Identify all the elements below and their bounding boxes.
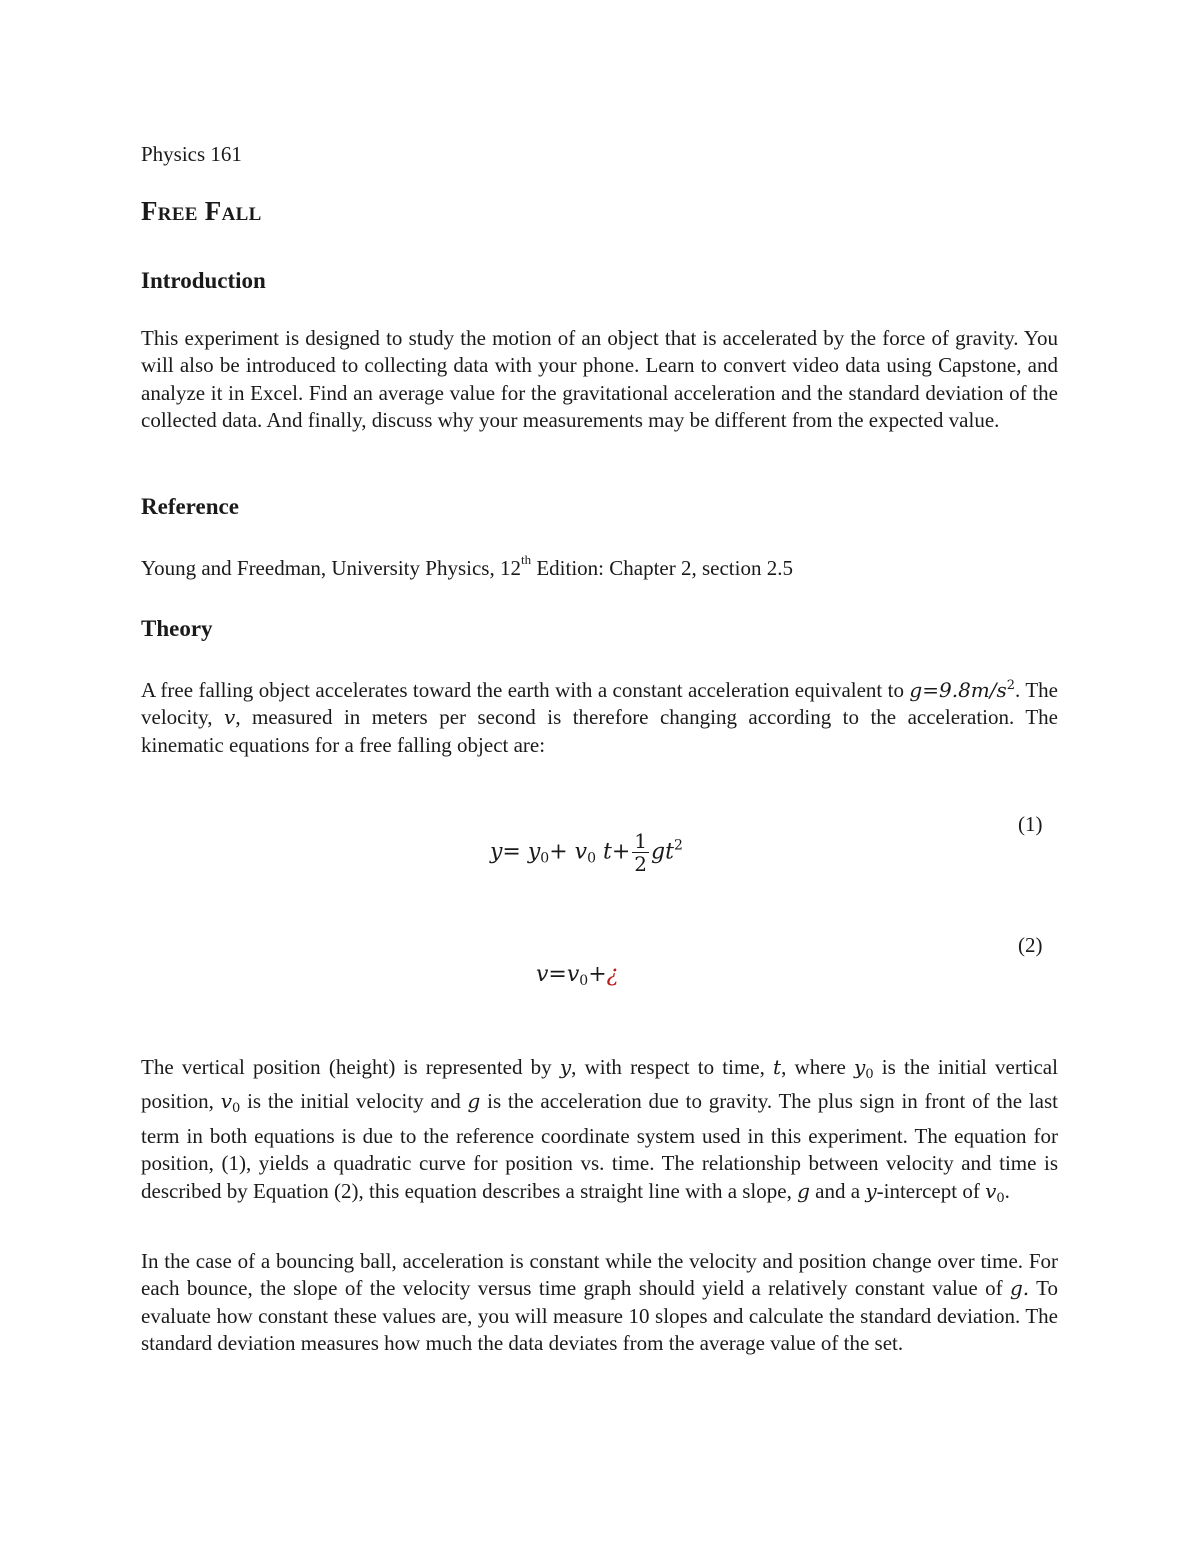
fraction [632, 830, 649, 875]
math-run: t+ [596, 839, 631, 865]
math-variable: y [865, 1178, 877, 1203]
equation-1-number: (1) [1018, 812, 1043, 836]
theory-paragraph-1 [141, 672, 1058, 759]
text-run: In the case of a bouncing ball, acceleration is constant while the velocity and position change over time. For each bounce, the slope of the velocity versus time graph should yield a relatively constant value of [141, 1249, 1058, 1301]
math-variable: v [224, 705, 236, 730]
text-run: is the initial velocity and [240, 1089, 468, 1114]
math-run: v=v [536, 962, 580, 987]
math-run: + [588, 962, 607, 987]
theory-paragraph-2 [141, 1054, 1058, 1212]
math-variable: g [797, 1178, 810, 1203]
introduction-heading: Introduction [141, 268, 266, 293]
text-run: is the initial vertical position, [141, 1055, 1058, 1114]
text-run: A free falling object accelerates toward the earth with a constant acceleration equivalent to [141, 678, 910, 702]
math-run: gt [651, 839, 674, 865]
text-run: -intercept of [876, 1178, 986, 1203]
math-subscript: 0 [587, 850, 596, 867]
text-run: . [1004, 1178, 1010, 1203]
theory-paragraph-3 [141, 1248, 1058, 1358]
introduction-paragraph: This experiment is designed to study the motion of an object that is accelerated by the force of gravity. You will also be introduced to collecting data with your phone. Learn to convert video data using Capstone, and analyze it in Excel. Find an average value for the gravitational acceleration and the standard deviation of the collected data. And finally, discuss why your measurements may be different from the expected value. [141, 326, 1058, 433]
math-variable: t [773, 1055, 782, 1079]
course-label: Physics 161 [141, 142, 242, 166]
document-title: Free Fall [141, 196, 262, 226]
equation-1 [490, 830, 683, 875]
text-run: , where [781, 1055, 855, 1079]
reference-text-before: Young and Freedman, University Physics, 12 [141, 556, 521, 580]
text-run: is the acceleration due to gravity. The plus sign in front of the last term in both equations is due to the reference coordinate system used in this experiment. The equation for position, (1), yields a quadratic curve for position vs. time. The relationship between velocity and time is described by Equation (2), this equation describes a straight line with a slope, [141, 1089, 1058, 1203]
reference-paragraph [141, 552, 1058, 582]
math-superscript: 2 [1006, 678, 1016, 693]
text-run: The vertical position (height) is represented by [141, 1055, 560, 1079]
reference-superscript: th [520, 552, 532, 567]
reference-heading: Reference [141, 494, 239, 519]
text-run: , with respect to time, [571, 1055, 774, 1079]
math-variable [854, 1055, 874, 1082]
text-run: and a [809, 1178, 866, 1203]
math-run: + v [549, 839, 588, 865]
math-subscript: 0 [865, 1067, 874, 1082]
math-subscript: 0 [579, 973, 589, 989]
math-run: g=9.8m/s [909, 678, 1007, 702]
math-variable: g. [1009, 1276, 1030, 1301]
math-superscript: 2 [673, 837, 683, 854]
text-run: , measured in meters per second is therefore changing according to the acceleration. The kinematic equations for a free falling object are: [141, 705, 1058, 757]
gravity-expression [909, 678, 1015, 702]
equation-2 [536, 962, 618, 989]
math-variable [985, 1178, 1005, 1206]
math-variable [220, 1089, 241, 1117]
math-variable: g [467, 1089, 481, 1114]
math-subscript: 0 [232, 1101, 241, 1117]
text-run: . The velocity, [141, 678, 1058, 730]
math-subscript: 0 [996, 1190, 1005, 1206]
equation-error-glyph: ¿ [606, 962, 619, 987]
math-variable: y [559, 1055, 572, 1079]
math-subscript: 0 [540, 850, 550, 867]
fraction-numerator: 1 [634, 829, 648, 853]
math-run: v [985, 1178, 997, 1203]
reference-text-after: Edition: Chapter 2, section 2.5 [531, 556, 793, 580]
equation-2-number: (2) [1018, 933, 1043, 957]
math-run: y= y [490, 839, 541, 865]
text-run: To evaluate how constant these values are, you will measure 10 slopes and calculate the standard deviation. The standard deviation measures how much the data deviates from the average value of the set. [141, 1276, 1059, 1356]
math-run: y [854, 1055, 866, 1079]
math-run: v [220, 1089, 233, 1114]
fraction-denominator: 2 [634, 852, 648, 876]
theory-heading: Theory [141, 616, 213, 641]
